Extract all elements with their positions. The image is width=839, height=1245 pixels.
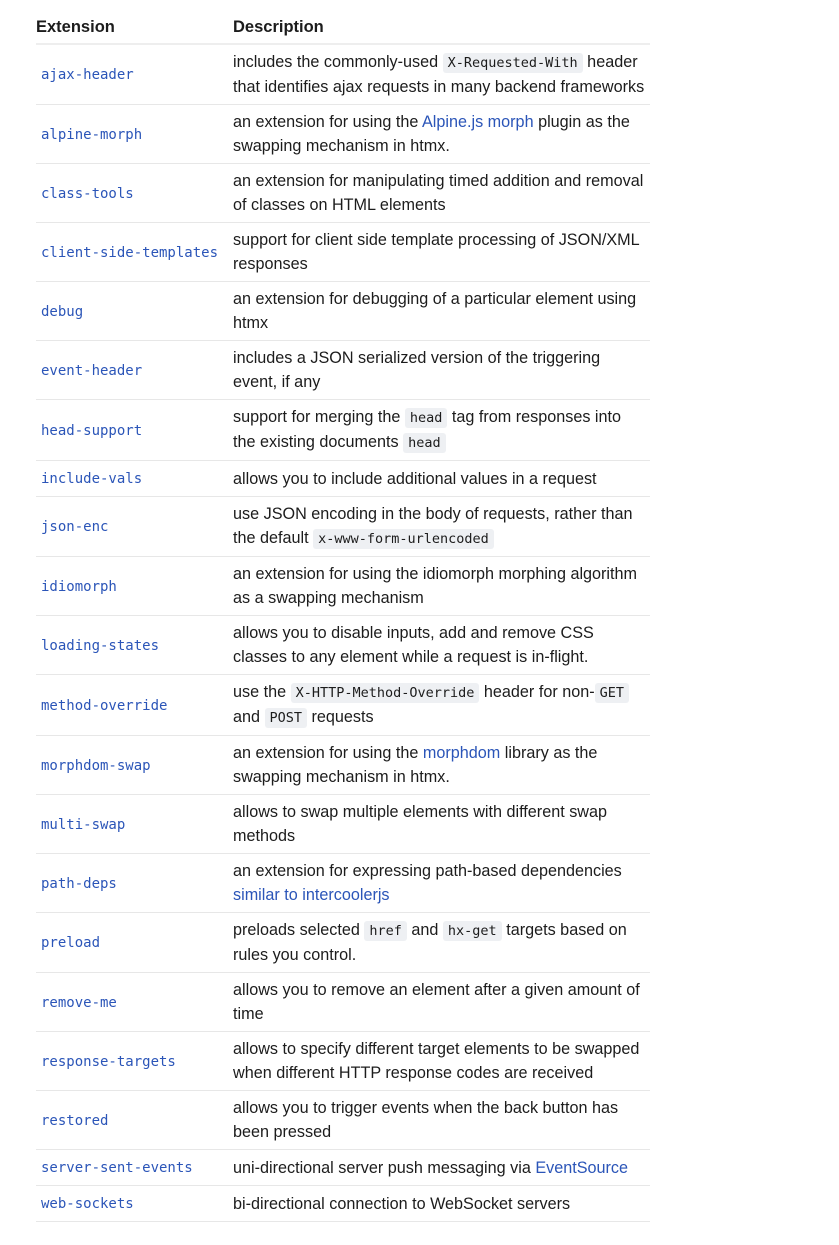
table-row	[36, 461, 650, 497]
extension-description-cell	[229, 164, 650, 223]
extension-description-cell	[229, 557, 650, 616]
extension-link-restored[interactable]: restored	[41, 1112, 109, 1129]
table-row	[36, 1150, 650, 1186]
extension-description-cell	[229, 675, 650, 736]
description-text: use the	[233, 683, 291, 701]
table-row	[36, 675, 650, 736]
extension-name-cell	[36, 164, 229, 223]
extension-description-cell	[229, 1150, 650, 1186]
extension-description-cell	[229, 854, 650, 913]
description-column-header: Description	[233, 18, 324, 36]
extension-link-class-tools[interactable]: class-tools	[41, 185, 134, 202]
description-text: and	[233, 708, 265, 726]
inline-code: POST	[265, 708, 308, 728]
table-row	[36, 1032, 650, 1091]
extension-name-cell	[36, 105, 229, 164]
extension-name-cell	[36, 1150, 229, 1186]
extension-link-preload[interactable]: preload	[41, 935, 101, 951]
table-body	[36, 44, 650, 1222]
extension-name-cell	[36, 497, 229, 557]
table-row	[36, 44, 650, 105]
description-text: an extension for expressing path-based dependencies	[233, 862, 622, 880]
extension-link-event-header[interactable]: event-header	[41, 362, 143, 379]
extension-name-cell	[36, 44, 229, 105]
extension-link-multi-swap[interactable]: multi-swap	[41, 816, 126, 833]
extension-name-cell	[36, 1186, 229, 1222]
extension-name-cell	[36, 1091, 229, 1150]
extension-description-cell	[229, 341, 650, 400]
extension-description-cell	[229, 1186, 650, 1222]
description-text: preloads selected	[233, 921, 365, 939]
extension-link-alpine-morph[interactable]: alpine-morph	[41, 126, 143, 143]
table-row	[36, 164, 650, 223]
extension-link-loading-states[interactable]: loading-states	[41, 637, 160, 654]
extension-name-cell	[36, 223, 229, 282]
description-text: targets based on rules you control.	[233, 921, 627, 964]
description-text: and	[406, 921, 443, 939]
description-text: allows you to trigger events when the back button has been pressed	[233, 1099, 619, 1141]
extension-link-head-support[interactable]: head-support	[41, 422, 143, 439]
description-text: an extension for manipulating timed addition and removal of classes on HTML elements	[233, 172, 644, 214]
table-row	[36, 223, 650, 282]
description-text: includes a JSON serialized version of the triggering event, if any	[233, 349, 601, 391]
extension-link-client-side-templates[interactable]: client-side-templates	[41, 244, 219, 261]
table-row	[36, 105, 650, 164]
description-text: tag from responses into the existing documents	[233, 408, 622, 451]
extension-name-cell	[36, 1032, 229, 1091]
extension-link-json-enc[interactable]: json-enc	[41, 519, 109, 535]
extension-name-cell	[36, 736, 229, 795]
description-text: support for merging the	[233, 408, 405, 426]
extensions-table-container	[36, 10, 650, 1222]
description-link[interactable]: similar to intercoolerjs	[233, 886, 390, 904]
extension-description-cell	[229, 973, 650, 1032]
extension-name-cell	[36, 282, 229, 341]
table-row	[36, 795, 650, 854]
extension-name-cell	[36, 341, 229, 400]
extension-description-cell	[229, 795, 650, 854]
extension-name-cell	[36, 461, 229, 497]
table-row	[36, 400, 650, 461]
table-row	[36, 913, 650, 973]
inline-code: X-HTTP-Method-Override	[291, 683, 480, 703]
description-text: allows you to include additional values in a request	[233, 469, 597, 488]
extension-description-cell	[229, 223, 650, 282]
extensions-table	[36, 10, 650, 1222]
extension-name-cell	[36, 400, 229, 461]
extension-name-cell	[36, 616, 229, 675]
extension-link-morphdom-swap[interactable]: morphdom-swap	[41, 757, 151, 774]
extension-description-cell	[229, 497, 650, 557]
extension-link-path-deps[interactable]: path-deps	[41, 875, 117, 892]
table-row	[36, 1091, 650, 1150]
extension-name-cell	[36, 854, 229, 913]
inline-code: href	[364, 921, 407, 941]
table-row	[36, 497, 650, 557]
description-text: allows to specify different target elements to be swapped when different HTTP response codes are received	[233, 1040, 640, 1082]
extension-link-ajax-header[interactable]: ajax-header	[41, 67, 134, 83]
extension-description-cell	[229, 461, 650, 497]
extension-column-header: Extension	[36, 18, 115, 36]
description-text: support for client side template processing of JSON/XML responses	[233, 231, 640, 273]
table-header-row	[36, 10, 650, 44]
extension-link-include-vals[interactable]: include-vals	[41, 471, 143, 487]
extension-name-cell	[36, 557, 229, 616]
extension-link-idiomorph[interactable]: idiomorph	[41, 578, 117, 595]
extension-link-method-override[interactable]: method-override	[41, 697, 168, 714]
table-row	[36, 616, 650, 675]
extension-description-cell	[229, 736, 650, 795]
description-link[interactable]: morphdom	[422, 744, 501, 762]
extension-name-cell	[36, 795, 229, 854]
table-row	[36, 854, 650, 913]
description-text: an extension for using the idiomorph morphing algorithm as a swapping mechanism	[233, 565, 638, 607]
description-text: allows you to disable inputs, add and remove CSS classes to any element while a request is in-flight.	[233, 624, 594, 666]
description-link[interactable]: EventSource	[535, 1158, 629, 1177]
extension-description-cell	[229, 44, 650, 105]
inline-code: x-www-form-urlencoded	[313, 529, 494, 549]
table-row	[36, 736, 650, 795]
inline-code: hx-get	[443, 921, 502, 941]
description-text: uni-directional server push messaging via	[233, 1158, 536, 1177]
description-text: requests	[307, 708, 374, 726]
description-text: plugin as the swapping mechanism in htmx.	[233, 113, 630, 155]
description-text: an extension for using the	[233, 744, 423, 762]
description-text: an extension for using the	[233, 113, 422, 131]
table-row	[36, 282, 650, 341]
table-row	[36, 973, 650, 1032]
extension-name-cell	[36, 973, 229, 1032]
extension-link-web-sockets[interactable]: web-sockets	[41, 1196, 134, 1212]
extension-description-cell	[229, 400, 650, 461]
table-row	[36, 557, 650, 616]
description-text: an extension for debugging of a particular element using htmx	[233, 290, 637, 332]
inline-code: head	[403, 433, 446, 453]
extension-description-cell	[229, 1091, 650, 1150]
inline-code: head	[405, 408, 448, 428]
description-text: use JSON encoding in the body of requests, rather than the default	[233, 505, 633, 547]
extension-link-server-sent-events[interactable]: server-sent-events	[41, 1160, 193, 1176]
inline-code: X-Requested-With	[443, 53, 583, 73]
extension-description-cell	[229, 1032, 650, 1091]
extension-name-cell	[36, 913, 229, 973]
extension-description-cell	[229, 282, 650, 341]
inline-code: GET	[595, 683, 629, 703]
extension-name-cell	[36, 675, 229, 736]
table-row	[36, 341, 650, 400]
extension-description-cell	[229, 105, 650, 164]
description-text: bi-directional connection to WebSocket servers	[233, 1194, 571, 1213]
description-text: header that identifies ajax requests in many backend frameworks	[233, 53, 645, 96]
table-row	[36, 1186, 650, 1222]
extension-description-cell	[229, 616, 650, 675]
extension-link-debug[interactable]: debug	[41, 303, 84, 320]
description-link[interactable]: Alpine.js morph	[422, 113, 534, 131]
extension-description-cell	[229, 913, 650, 973]
extension-link-remove-me[interactable]: remove-me	[41, 994, 117, 1011]
description-text: allows you to remove an element after a given amount of time	[233, 981, 640, 1023]
description-text: includes the commonly-used	[233, 53, 443, 71]
description-text: library as the swapping mechanism in htmx.	[233, 744, 598, 786]
description-text: allows to swap multiple elements with different swap methods	[233, 803, 607, 845]
description-text: header for non-	[479, 683, 595, 701]
extension-link-response-targets[interactable]: response-targets	[41, 1053, 176, 1070]
